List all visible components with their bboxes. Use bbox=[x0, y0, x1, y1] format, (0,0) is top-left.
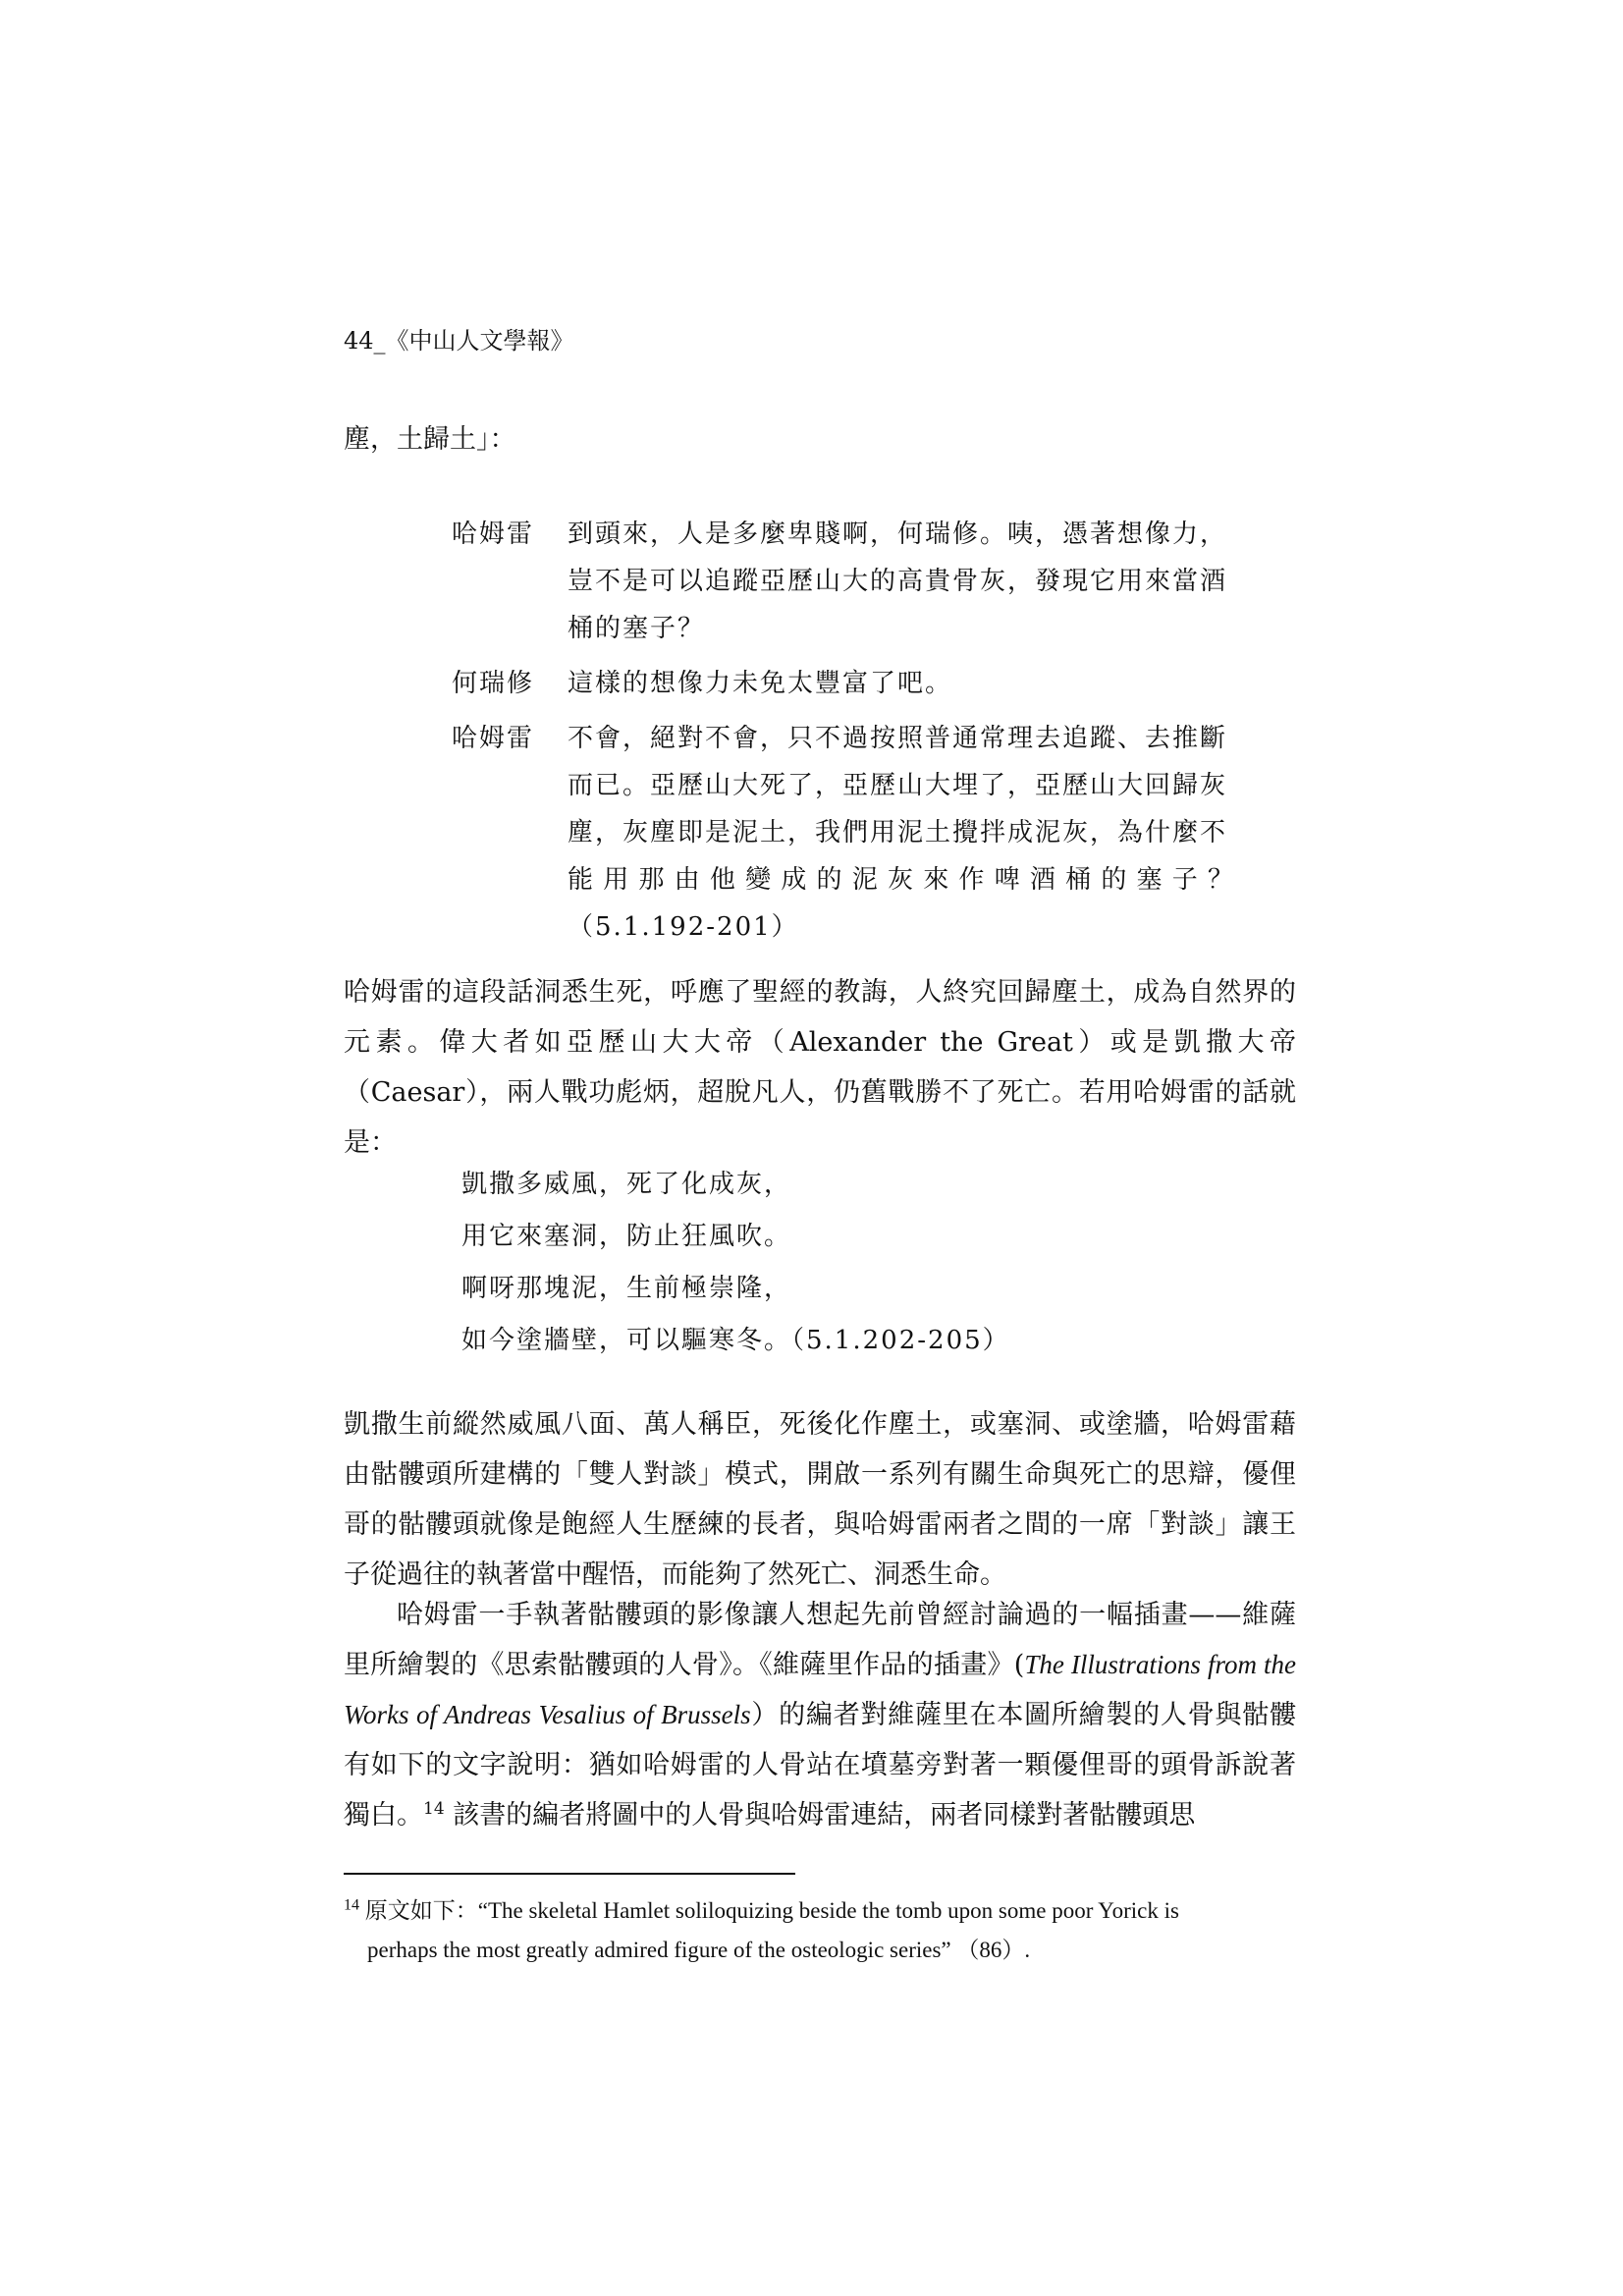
running-header bbox=[344, 324, 574, 357]
speech-line: 桶的塞子？ bbox=[568, 614, 706, 643]
speech-line: 到頭來，人是多麼卑賤啊，何瑞修。咦，憑著想像力， bbox=[568, 519, 1228, 549]
speaker-name: 哈姆雷 bbox=[452, 724, 535, 753]
footnote-reference[interactable]: 14 bbox=[423, 1799, 445, 1819]
footnote-divider bbox=[344, 1873, 795, 1875]
poem-line: 如今塗牆壁，可以驅寒冬。（5.1.202-205） bbox=[461, 1326, 1010, 1355]
speech-hamlet-2 bbox=[452, 715, 1237, 951]
poem-block bbox=[461, 1159, 1010, 1367]
dialogue-block bbox=[452, 511, 1237, 958]
footnote-number: 14 bbox=[344, 1896, 359, 1914]
footnote-14 bbox=[344, 1891, 1296, 1970]
speech-line: 豈不是可以追蹤亞歷山大的高貴骨灰，發現它用來當酒 bbox=[568, 567, 1228, 596]
speech-line: 而已。亞歷山大死了，亞歷山大埋了，亞歷山大回歸灰 bbox=[568, 771, 1228, 800]
book-title-italic: The Illustrations from the Works of Andreas Vesalius of Brussels bbox=[344, 1650, 1296, 1729]
speech-line: 塵，灰塵即是泥土，我們用泥土攪拌成泥灰，為什麼不 bbox=[568, 818, 1228, 847]
speech-line: 不會，絕對不會，只不過按照普通常理去追蹤、去推斷 bbox=[568, 724, 1228, 753]
body-paragraph-3 bbox=[344, 1590, 1296, 1840]
paragraph-text: 哈姆雷一手執著骷髏頭的影像讓人想起先前曾經討論過的一幅插畫——維薩里所繪製的《思索骷髏頭的人骨》。《維薩里作品的插畫》( bbox=[344, 1600, 1296, 1680]
speech-hamlet-1 bbox=[452, 511, 1237, 652]
poem-line: 用它來塞洞，防止狂風吹。 bbox=[461, 1222, 792, 1251]
speech-horatio bbox=[452, 660, 1237, 707]
body-paragraph-1: 哈姆雷的這段話洞悉生死，呼應了聖經的教誨，人終究回歸塵土，成為自然界的元素。偉大者如亞歷山大大帝（Alexander the Great）或是凱撒大帝（Caesar），兩人戰功彪炳，超脫凡人，仍舊戰勝不了死亡。若用哈姆雷的話就是： bbox=[344, 977, 1296, 1158]
page-number: 44 bbox=[344, 327, 374, 355]
footnote-line bbox=[344, 1891, 1296, 1931]
citation: （5.1.192-201） bbox=[568, 912, 799, 942]
speaker-name: 何瑞修 bbox=[452, 669, 535, 698]
speech-text bbox=[568, 715, 1235, 951]
lead-text: 塵，土歸土」： bbox=[344, 424, 516, 455]
speech-text bbox=[568, 511, 1235, 652]
paragraph-text: 該書的編者將圖中的人骨與哈姆雷連結，兩者同樣對著骷髏頭思 bbox=[444, 1800, 1196, 1831]
poem-line: 啊呀那塊泥，生前極崇隆， bbox=[461, 1274, 792, 1303]
speech-line: 這樣的想像力未免太豐富了吧。 bbox=[568, 669, 953, 698]
body-paragraph-2: 凱撒生前縱然威風八面、萬人稱臣，死後化作塵土，或塞洞、或塗牆，哈姆雷藉由骷髏頭所建構的「雙人對談」模式，開啟一系列有關生命與死亡的思辯，優俚哥的骷髏頭就像是飽經人生歷練的長者，與哈姆雷兩者之間的一席「對談」讓王子從過往的執著當中醒悟，而能夠了然死亡、洞悉生命。 bbox=[344, 1409, 1296, 1590]
paragraph-text: ）的編者對維薩里在本圖所繪製的人骨與骷髏有如下的文字說明：猶如哈姆雷的人骨站在墳墓旁對著一顆優俚哥的頭骨訴說著獨白。 bbox=[344, 1700, 1296, 1831]
journal-title: _《中山人文學報》 bbox=[373, 327, 574, 355]
footnote-text: 原文如下：“The skeletal Hamlet soliloquizing beside the tomb upon some poor Yorick is bbox=[359, 1898, 1179, 1923]
footnote-line: perhaps the most greatly admired figure of the osteologic series” （86）. bbox=[367, 1938, 1031, 1962]
speech-line: 能用那由他變成的泥灰來作啤酒桶的塞子？ bbox=[568, 865, 1235, 895]
poem-line: 凱撒多威風，死了化成灰， bbox=[461, 1170, 792, 1199]
speech-text bbox=[568, 660, 1235, 707]
speaker-name: 哈姆雷 bbox=[452, 519, 535, 549]
